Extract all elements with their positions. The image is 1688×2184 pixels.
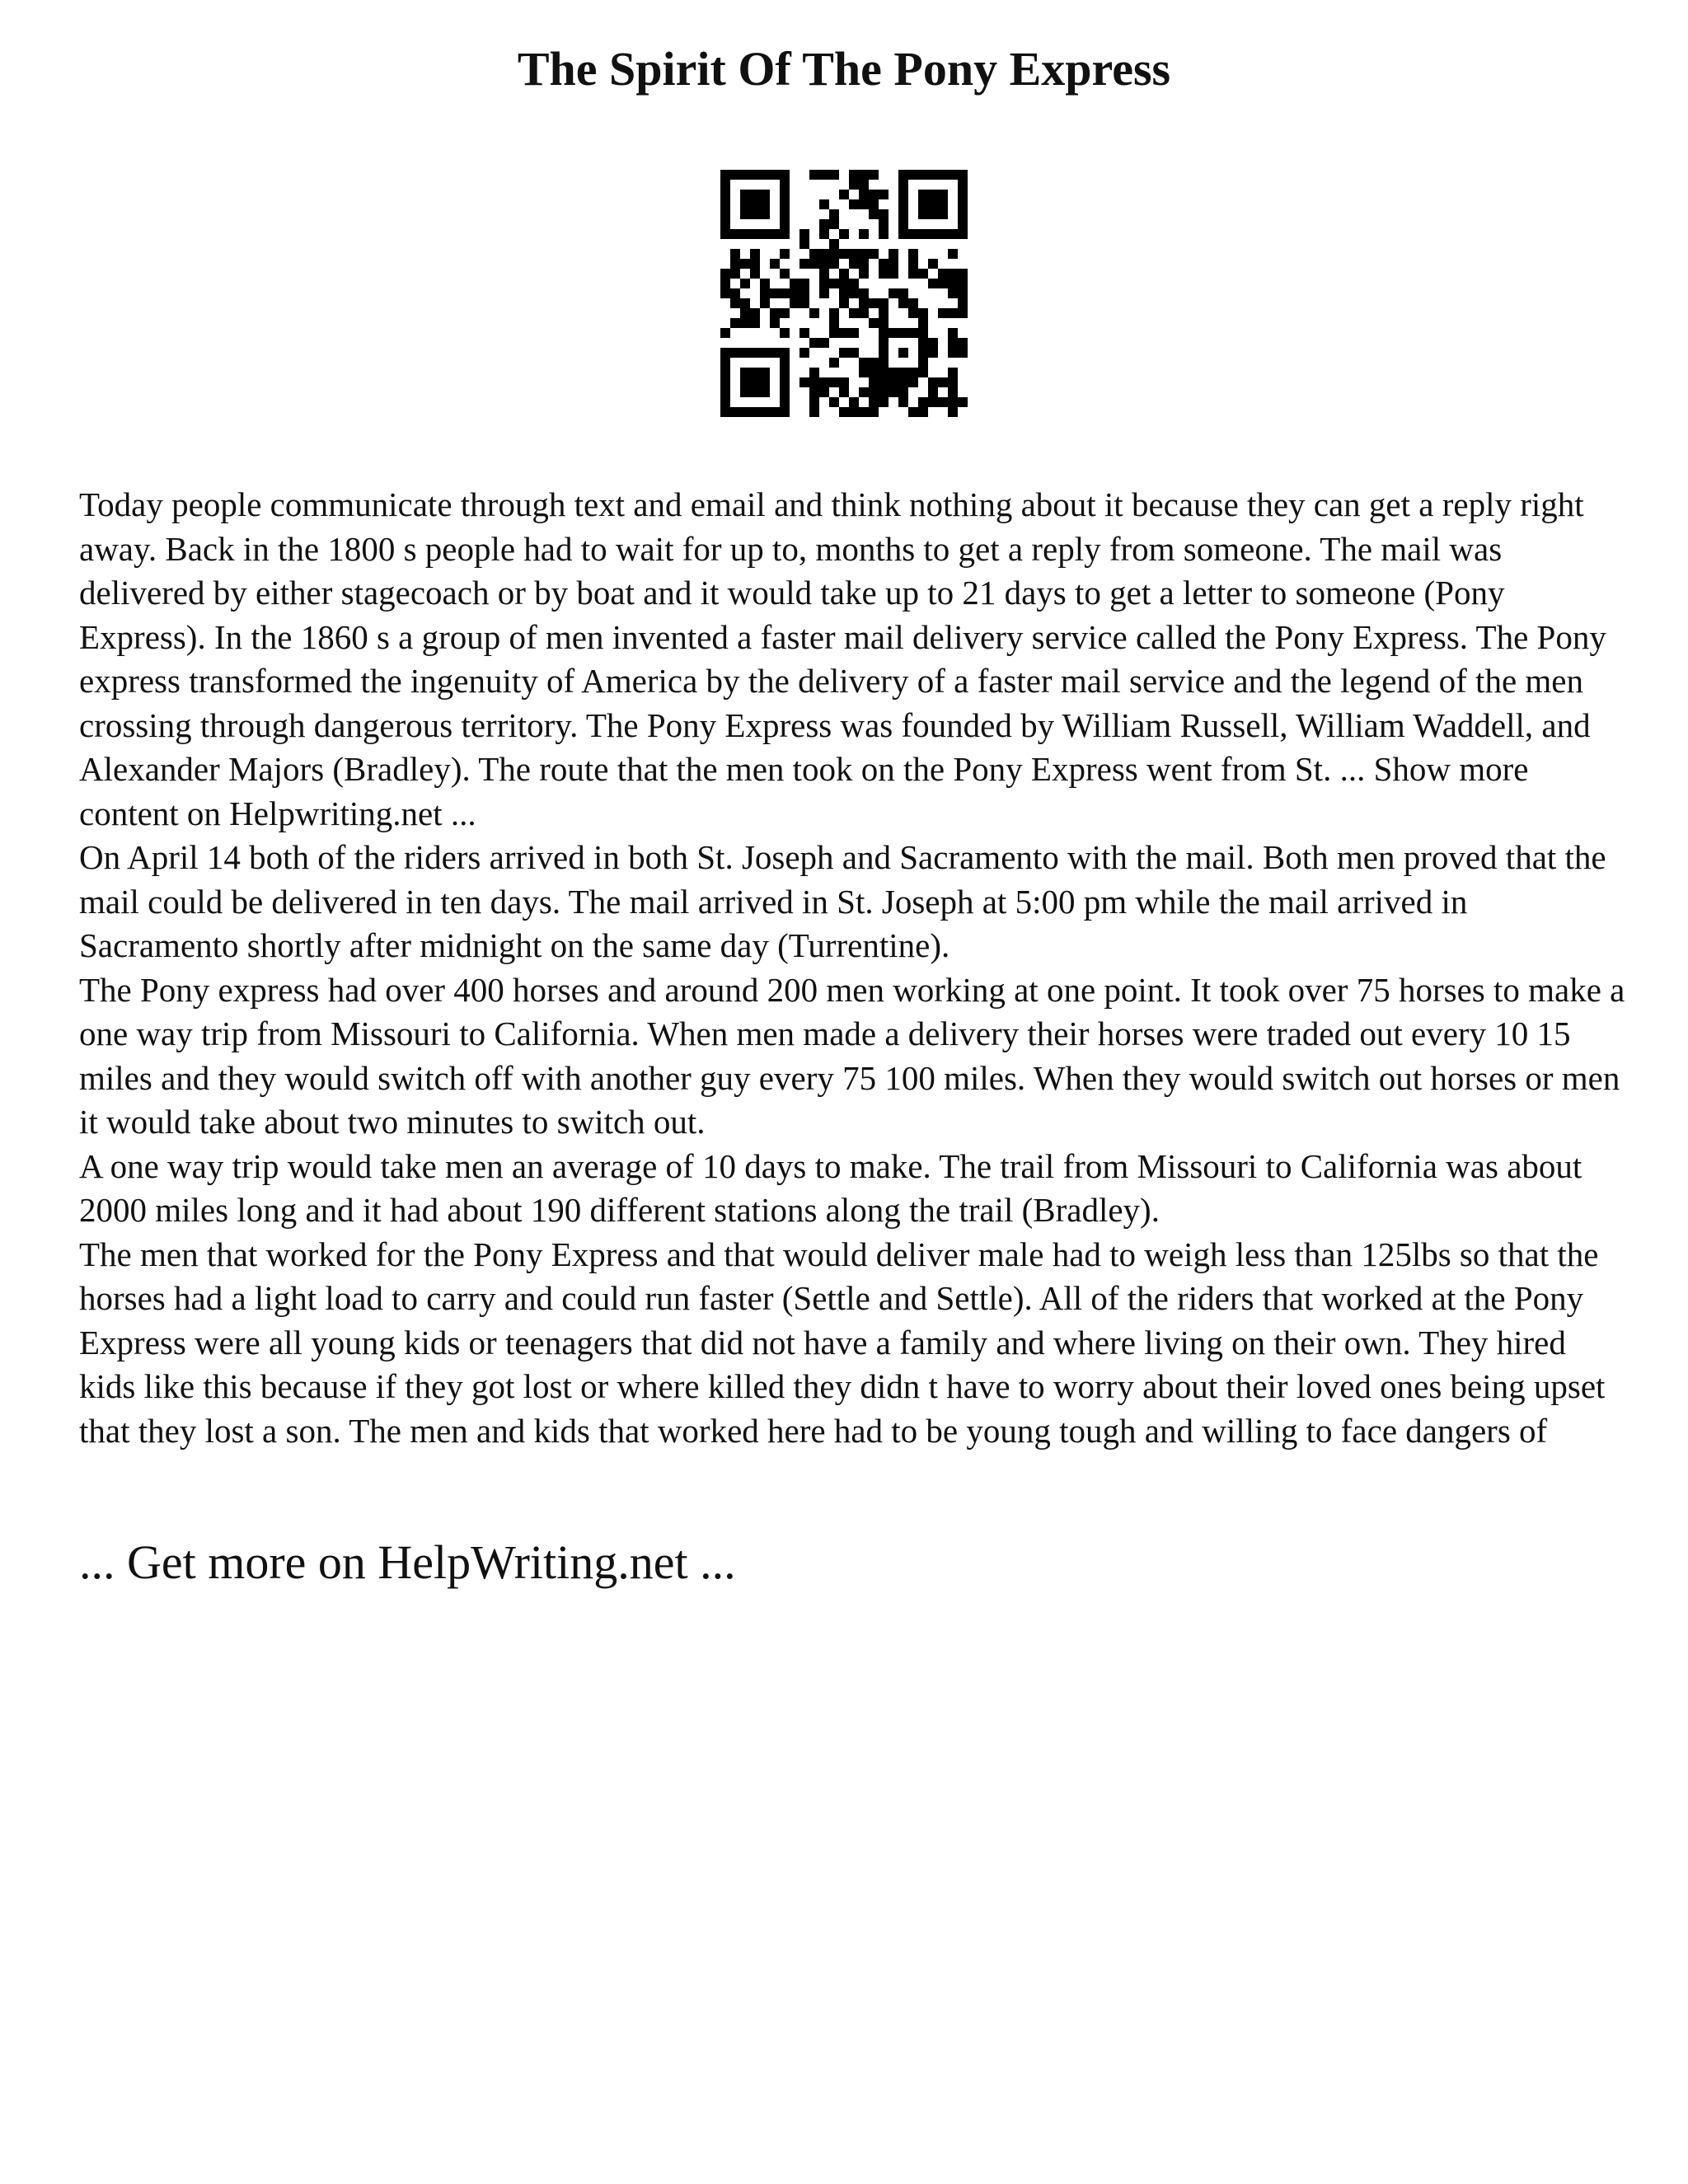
qr-code-icon[interactable] <box>720 170 968 417</box>
paragraph: On April 14 both of the riders arrived in both St. Joseph and Sacramento with the mail. Both men proved that the mail could be delivered in ten days. The mail arrived in St. Joseph at 5:00 pm while the mail arrived in Sacramento shortly after midnight on the same day (Turrentine). <box>79 838 1606 964</box>
paragraph: Today people communicate through text and email and think nothing about it because they can get a reply right away. Back in the 1800 s people had to wait for up to, months to get a reply from someone. The mail was delivered by either stagecoach or by boat and it would take up to 21 days to get a letter to someone (Pony Express). In the 1860 s a group of men invented a faster mail delivery service called the Pony Express. The Pony express transformed the ingenuity of America by the delivery of a faster mail service and the legend of the men crossing through dangerous territory. The Pony Express was founded by William Russell, William Waddell, and Alexander Majors (Bradley). The route that the men took on the Pony Express went from St. ... Show more content on Helpwriting.net ... <box>79 485 1606 832</box>
paragraph: The Pony express had over 400 horses and around 200 men working at one point. It took over 75 horses to make a one way trip from Missouri to California. When men made a delivery their horses were traded out every 10 15 miles and they would switch off with another guy every 75 100 miles. When they would switch out horses or men it would take about two minutes to switch out. <box>79 970 1625 1141</box>
page-title: The Spirit Of The Pony Express <box>517 42 1171 96</box>
get-more-link[interactable]: ... Get more on HelpWriting.net ... <box>79 1535 736 1589</box>
paragraph: A one way trip would take men an average of 10 days to make. The trail from Missouri to California was about 2000 miles long and it had about 190 different stations along the trail (Bradley). <box>79 1146 1582 1229</box>
paragraph: The men that worked for the Pony Express and that would deliver male had to weigh less than 125lbs so that the horses had a light load to carry and could run faster (Settle and Settle). All of the riders that worked at the Pony Express were all young kids or teenagers that did not have a family and where living on their own. They hired kids like this because if they got lost or where killed they didn t have to worry about their loved ones being upset that they lost a son. The men and kids that worked here had to be young tough and willing to face dangers of <box>79 1235 1606 1450</box>
article-body <box>79 483 1629 1453</box>
